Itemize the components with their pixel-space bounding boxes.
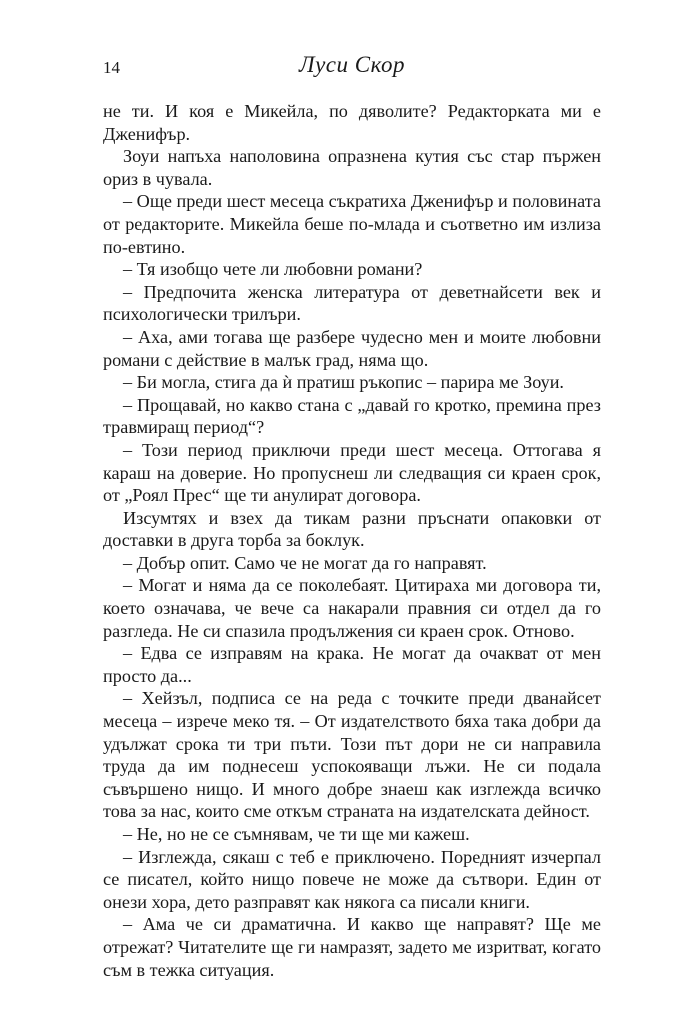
paragraph: – Ама че си драматична. И какво ще направят? Ще ме отрежат? Читателите ще ги намразят, задето ме изритват, когато съм в тежка ситуация. [103, 914, 601, 980]
paragraph: – Този период приключи преди шест месеца. Оттогава я караш на доверие. Но пропуснеш ли следващия си краен срок, от „Роял Прес“ ще ти анулират договора. [103, 439, 601, 506]
paragraph: – Хейзъл, подписа се на реда с точките преди дванайсет месеца – изрече меко тя. – От издателството бяха така добри да удължат срока ти три пъти. Този път дори не си направила труда да им поднесеш успокояващи лъжи. Не си подала съвършено нищо. И много добре знаеш как изглежда всичко това за нас, които сме откъм страната на издателската дейност. [103, 688, 601, 822]
paragraph: – Предпочита женска литература от деветнайсети век и психологически трилъри. [103, 281, 601, 325]
page-number: 14 [103, 58, 120, 77]
paragraph: – Още преди шест месеца съкратиха Дженифър и половината от редакторите. Микейла беше по-млада и съответно им излиза по-евтино. [103, 191, 601, 257]
page-header [103, 52, 601, 82]
paragraph: Зоуи напъха наполовина опразнена кутия със стар пържен ориз в чувала. [103, 146, 601, 189]
paragraph: – Аха, ами тогава ще разбере чудесно мен и моите любовни романи с действие в малък град, няма що. [103, 326, 601, 370]
paragraph: Изсумтях и взех да тикам разни пръснати опаковки от доставки в друга торба за боклук. [103, 507, 601, 551]
paragraph: – Прощавай, но какво стана с „давай го кротко, премина през травмиращ период“? [103, 394, 601, 438]
paragraph: – Би могла, стига да ѝ пратиш ръкопис – парира ме Зоуи. [123, 372, 564, 393]
paragraph: – Добър опит. Само че не могат да го направят. [123, 552, 487, 573]
paragraph: – Изглежда, сякаш с теб е приключено. Поредният изчерпал се писател, който нищо повече не може да сътвори. Един от онези хора, дето разправят как някога са писали книги. [103, 846, 601, 912]
paragraph: не ти. И коя е Микейла, по дяволите? Редакторката ми е Дженифър. [103, 101, 601, 144]
paragraph: – Могат и няма да се поколебаят. Цитираха ми договора ти, което означава, че вече са накарали правния си отдел да го разгледа. Не си спазила продължения си краен срок. Отново. [103, 575, 601, 641]
paragraph: – Не, но не се съмнявам, че ти ще ми кажеш. [123, 824, 470, 844]
paragraph: – Тя изобщо чете ли любовни романи? [123, 259, 423, 280]
body-text [103, 100, 601, 981]
running-head-author: Луси Скор [299, 52, 405, 77]
paragraph: – Едва се изправям на крака. Не могат да очакват от мен просто да... [103, 643, 601, 686]
